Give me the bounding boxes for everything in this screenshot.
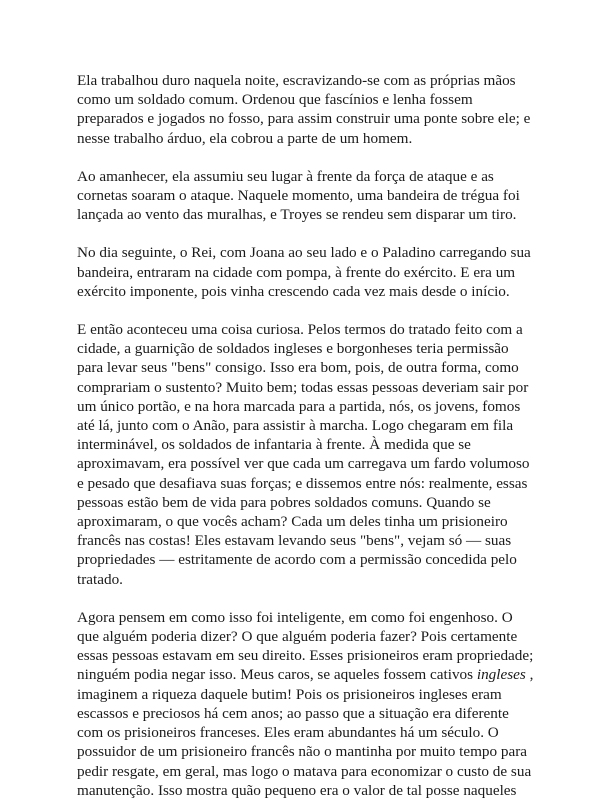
paragraph-3-text: No dia seguinte, o Rei, com Joana ao seu lado e o Paladino carregando sua bandeira, entraram na cidade com pompa, à frente do exército. E era um exército imponente, pois vinha crescendo cada vez mais desde o início. [77,244,531,300]
paragraph-5-text-before: Agora pensem em como isso foi inteligente, em como foi engenhoso. O que alguém poderia dizer? O que alguém poderia fazer? Pois certamente essas pessoas estavam em seu direito. Esses prisioneiros eram propriedade; ninguém podia negar isso. Meus caros, se aqueles fossem cativos [77,608,534,684]
paragraph-5 [77,608,534,800]
paragraph-5-italic-word: ingleses [476,666,526,684]
paragraph-4-text: E então aconteceu uma coisa curiosa. Pelos termos do tratado feito com a cidade, a guarnição de soldados ingleses e borgonheses teria permissão para levar seus "bens" consigo. Isso era bom, pois, de outra forma, como comprariam o sustento? Muito bem; todas essas pessoas deveriam sair por um único portão, e na hora marcada para a partida, nós, os jovens, fomos até lá, junto com o Anão, para assistir à marcha. Logo chegaram em fila interminável, os soldados de infantaria à frente. À medida que se aproximavam, era possível ver que cada um carregava um fardo volumoso e pesado que desafiava suas forças; e dissemos entre nós: realmente, essas pessoas estão bem de vida para pobres soldados comuns. Quando se aproximaram, o que vocês acham? Cada um deles tinha um prisioneiro francês nas costas! Eles estavam levando seus "bens", vejam só — suas propriedades — estritamente de acordo com a permissão concedida pelo tratado. [77,321,530,588]
paragraph-5-text-after: , imaginem a riqueza daquele butim! Pois os prisioneiros ingleses eram escassos e preciosos há cem anos; ao passo que a situação era diferente com os prisioneiros franceses. Eles eram abundantes há um século. O possuidor de um prisioneiro francês não o mantinha por muito tempo para pedir resgate, em geral, mas logo o matava para economizar o custo de sua manutenção. Isso mostra quão pequeno era o valor de tal posse naqueles [77,666,534,799]
paragraph-4 [77,320,534,589]
paragraph-1-text: Ela trabalhou duro naquela noite, escravizando-se com as próprias mãos como um soldado comum. Ordenou que fascínios e lenha fossem preparados e jogados no fosso, para assim construir uma ponte sobre ele; e nesse trabalho árduo, ela cobrou a parte de um homem. [77,72,531,147]
paragraph-2 [77,167,534,225]
paragraph-1 [77,71,534,148]
paragraph-3 [77,243,534,301]
paragraph-2-text: Ao amanhecer, ela assumiu seu lugar à frente da força de ataque e as cornetas soaram o ataque. Naquele momento, uma bandeira de trégua foi lançada ao vento das muralhas, e Troyes se rendeu sem disparar um tiro. [77,167,520,224]
